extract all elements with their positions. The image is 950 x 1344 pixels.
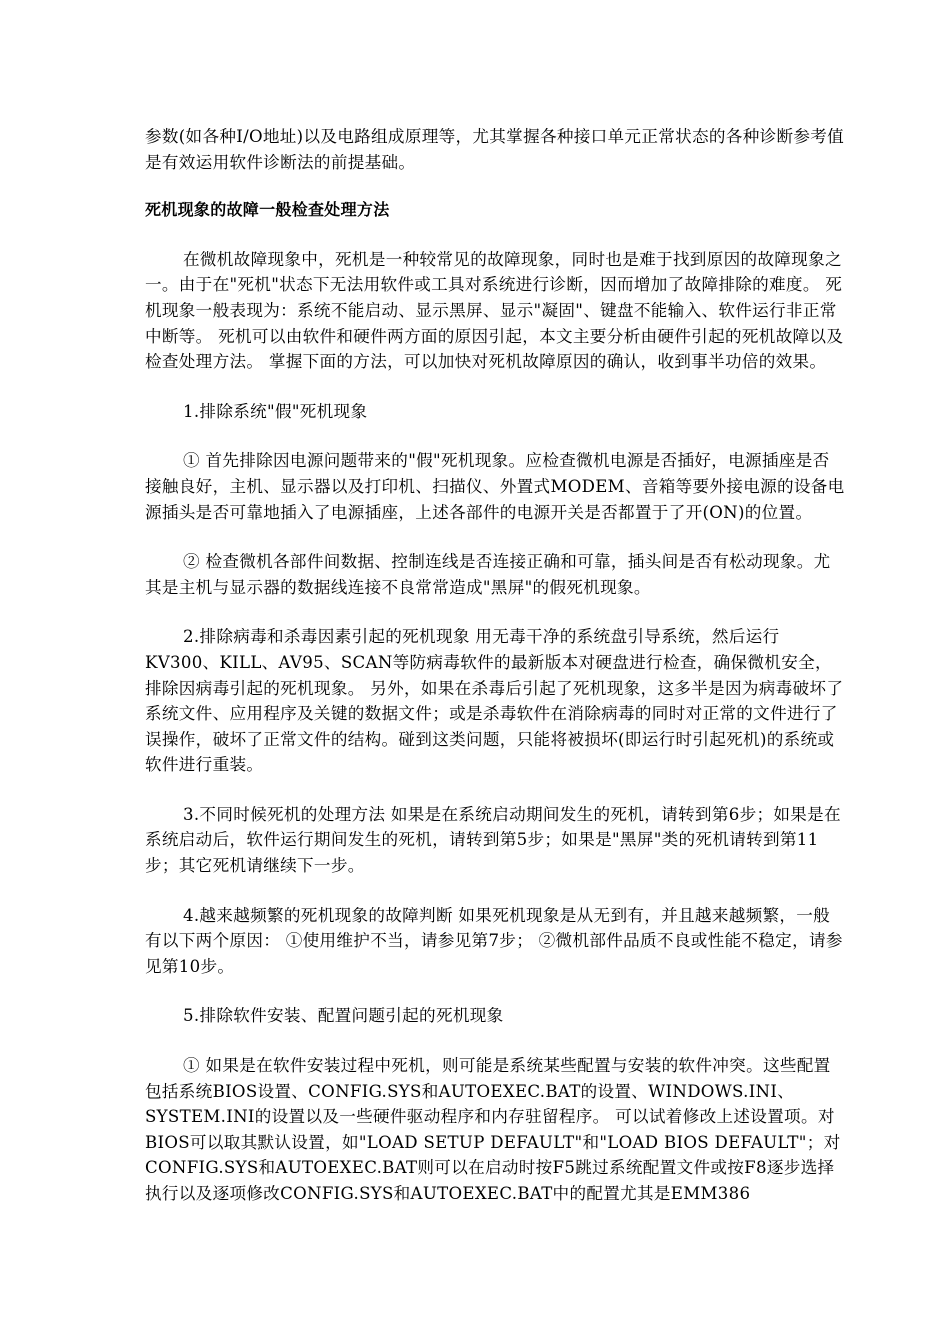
step-1-heading: 1.排除系统"假"死机现象	[183, 401, 368, 421]
step-3-paragraph: 3.不同时候死机的处理方法 如果是在系统启动期间发生的死机，请转到第6步；如果是在系统启动后，软件运行期间发生的死机，请转到第5步；如果是"黑屏"类的死机请转到第11步；其它死机请继续下一步。	[145, 804, 841, 876]
paragraph-continuation: 参数(如各种I/O地址)以及电路组成原理等，尤其掌握各种接口单元正常状态的各种诊断参考值是有效运用软件诊断法的前提基础。	[145, 127, 845, 172]
step-4-paragraph: 4.越来越频繁的死机现象的故障判断 如果死机现象是从无到有，并且越来越频繁，一般有以下两个原因： ①使用维护不当，请参见第7步； ②微机部件品质不良或性能不稳定，请参见第10步。	[145, 905, 843, 976]
section-heading: 死机现象的故障一般检查处理方法	[145, 200, 390, 220]
step-5-heading: 5.排除软件安装、配置问题引起的死机现象	[183, 1006, 504, 1026]
step-1-item-1: ① 首先排除因电源问题带来的"假"死机现象。应检查微机电源是否插好，电源插座是否接触良好，主机、显示器以及打印机、扫描仪、外置式MODEM、音箱等要外接电源的设备电源插头是否可靠地插入了电源插座，上述各部件的电源开关是否都置于了开(ON)的位置。	[145, 451, 845, 522]
step-1-item-2: ② 检查微机各部件间数据、控制连线是否连接正确和可靠，插头间是否有松动现象。尤其是主机与显示器的数据线连接不良常常造成"黑屏"的假死机现象。	[145, 552, 831, 597]
step-2-paragraph: 2.排除病毒和杀毒因素引起的死机现象 用无毒干净的系统盘引导系统，然后运行KV300、KILL、AV95、SCAN等防病毒软件的最新版本对硬盘进行检查，确保微机安全，排除因病毒引起的死机现象。 另外，如果在杀毒后引起了死机现象，这多半是因为病毒破坏了系统文件、应用程序及关键的数据文件；或是杀毒软件在消除病毒的同时对正常的文件进行了误操作，破坏了正常文件的结构。碰到这类问题，只能将被损坏(即运行时引起死机)的系统或软件进行重装。	[145, 627, 844, 775]
step-5-item-1: ① 如果是在软件安装过程中死机，则可能是系统某些配置与安装的软件冲突。这些配置包括系统BIOS设置、CONFIG.SYS和AUTOEXEC.BAT的设置、WINDOWS.INI、SYSTEM.INI的设置以及一些硬件驱动程序和内存驻留程序。 可以试着修改上述设置项。对BIOS可以取其默认设置，如"LOAD SETUP DEFAULT"和"LOAD BIOS DEFAULT"；对CONFIG.SYS和AUTOEXEC.BAT则可以在启动时按F5跳过系统配置文件或按F8逐步选择执行以及逐项修改CONFIG.SYS和AUTOEXEC.BAT中的配置尤其是EMM386	[145, 1056, 841, 1203]
document-page	[145, 124, 845, 1207]
paragraph-intro: 在微机故障现象中，死机是一种较常见的故障现象，同时也是难于找到原因的故障现象之一。由于在"死机"状态下无法用软件或工具对系统进行诊断，因而增加了故障排除的难度。 死机现象一般表现为：系统不能启动、显示黑屏、显示"凝固"、键盘不能输入、软件运行非正常中断等。 死机可以由软件和硬件两方面的原因引起，本文主要分析由硬件引起的死机故障以及检查处理方法。 掌握下面的方法，可以加快对死机故障原因的确认，收到事半功倍的效果。	[145, 249, 844, 372]
